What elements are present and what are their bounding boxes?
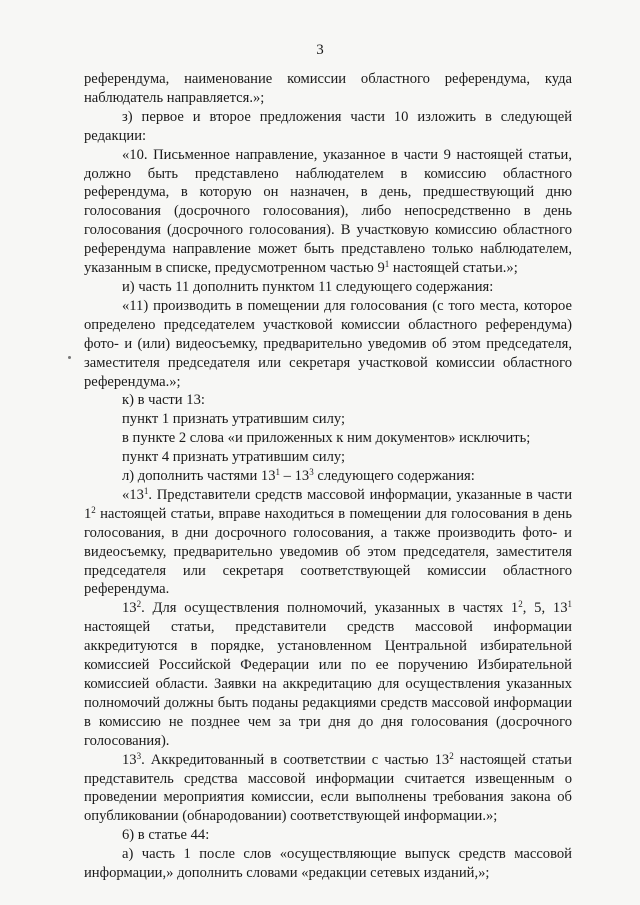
text-run: . Для осуществления полномочий, указанных в частях 1 — [141, 600, 519, 617]
text-run: референдума, наименование комиссии областного референдума, куда наблюдатель направляется.»; — [84, 71, 572, 106]
scan-speck — [68, 356, 71, 359]
text-run: и) часть 11 дополнить пунктом 11 следующего содержания: — [122, 278, 494, 295]
paragraph — [84, 486, 572, 599]
text-run: настоящей статьи.»; — [389, 260, 518, 277]
text-run: 6) в статье 44: — [122, 827, 210, 844]
paragraph — [84, 70, 572, 108]
text-run: а) часть 1 после слов «осуществляющие выпуск средств массовой информации,» дополнить словами «редакции сетевых изданий,»; — [84, 846, 572, 882]
text-run: з) первое и второе предложения части 10 изложить в следующей редакции: — [84, 108, 572, 144]
paragraph — [84, 429, 572, 448]
superscript: 2 — [449, 750, 454, 761]
document-body — [84, 70, 572, 883]
paragraph — [84, 599, 572, 750]
paragraph — [84, 467, 572, 486]
superscript: 1 — [275, 467, 280, 478]
paragraph — [84, 391, 572, 410]
text-run: , 5, 13 — [522, 600, 568, 617]
text-run: – 13 — [280, 468, 310, 485]
text-run: настоящей статьи представитель средства массовой информации считается извещенным о проведении мероприятия комиссии, если выполнены требования закона об опубликовании (обнародовании) соответствующей информации.»; — [84, 751, 572, 825]
text-run: пункт 1 признать утратившим силу; — [122, 411, 346, 428]
text-run: следующего содержания: — [313, 468, 475, 485]
paragraph — [84, 826, 572, 845]
text-run: . Представители средств массовой информации, указанные в части 1 — [84, 486, 572, 522]
text-run: «11) производить в помещении для голосования (с того места, которое определено председателем участковой комиссии областного референдума) фото- и (или) видеосъемку, предварительно уведомив об этом председателя, заместителя председателя или секретаря участковой комиссии областного референдума.»; — [84, 297, 572, 390]
superscript: 2 — [136, 599, 142, 610]
text-run: к) в части 13: — [122, 392, 205, 409]
text-run: настоящей статьи, вправе находиться в помещении для голосования в день голосования, в дни досрочного голосования, а также производить фото- и видеосъемку, предварительно уведомив об этом председателя, заместителя председателя или секретаря соответствующей комиссии областного референдума. — [84, 505, 572, 598]
superscript: 1 — [143, 485, 149, 496]
paragraph — [84, 448, 572, 467]
text-run: «13 — [122, 486, 144, 503]
text-run: в пункте 2 слова «и приложенных к ним документов» исключить; — [122, 430, 531, 447]
paragraph — [84, 146, 572, 278]
text-run: 13 — [122, 751, 137, 768]
paragraph — [84, 297, 572, 392]
paragraph — [84, 410, 572, 429]
page-number: 3 — [316, 42, 324, 58]
paragraph — [84, 751, 572, 827]
text-run: л) дополнить частями 13 — [122, 468, 276, 485]
superscript: 2 — [518, 599, 523, 610]
text-run: . Аккредитованный в соответствии с частью 13 — [141, 751, 450, 768]
superscript: 1 — [384, 259, 390, 270]
text-run: пункт 4 признать утратившим силу; — [122, 449, 346, 466]
superscript: 2 — [91, 504, 96, 515]
text-run: 13 — [122, 600, 137, 617]
text-run: «10. Письменное направление, указанное в части 9 настоящей статьи, должно быть представлено наблюдателем в комиссию областного референдума, в которую он назначен, в день, предшествующий дню голосования (досрочного голосования), либо непосредственно в день голосования (досрочного голосования). В участковую комиссию областного референдума направление может быть представлено только наблюдателем, указанным в списке, предусмотренном частью 9 — [84, 146, 572, 277]
superscript: 3 — [309, 467, 314, 478]
paragraph — [84, 108, 572, 146]
paragraph — [84, 845, 572, 883]
text-run: настоящей статьи, представители средств массовой информации аккредитуются в порядке, установленном Центральной избирательной комиссией Российской Федерации или по ее поручению Избирательной комиссией области. Заявки на аккредитацию для осуществления указанных полномочий должны быть поданы редакциями средств массовой информации в комиссию не позднее чем за три дня до дня голосования (досрочного голосования). — [84, 619, 572, 749]
paragraph — [84, 278, 572, 297]
superscript: 1 — [567, 599, 572, 610]
superscript: 3 — [136, 750, 142, 761]
